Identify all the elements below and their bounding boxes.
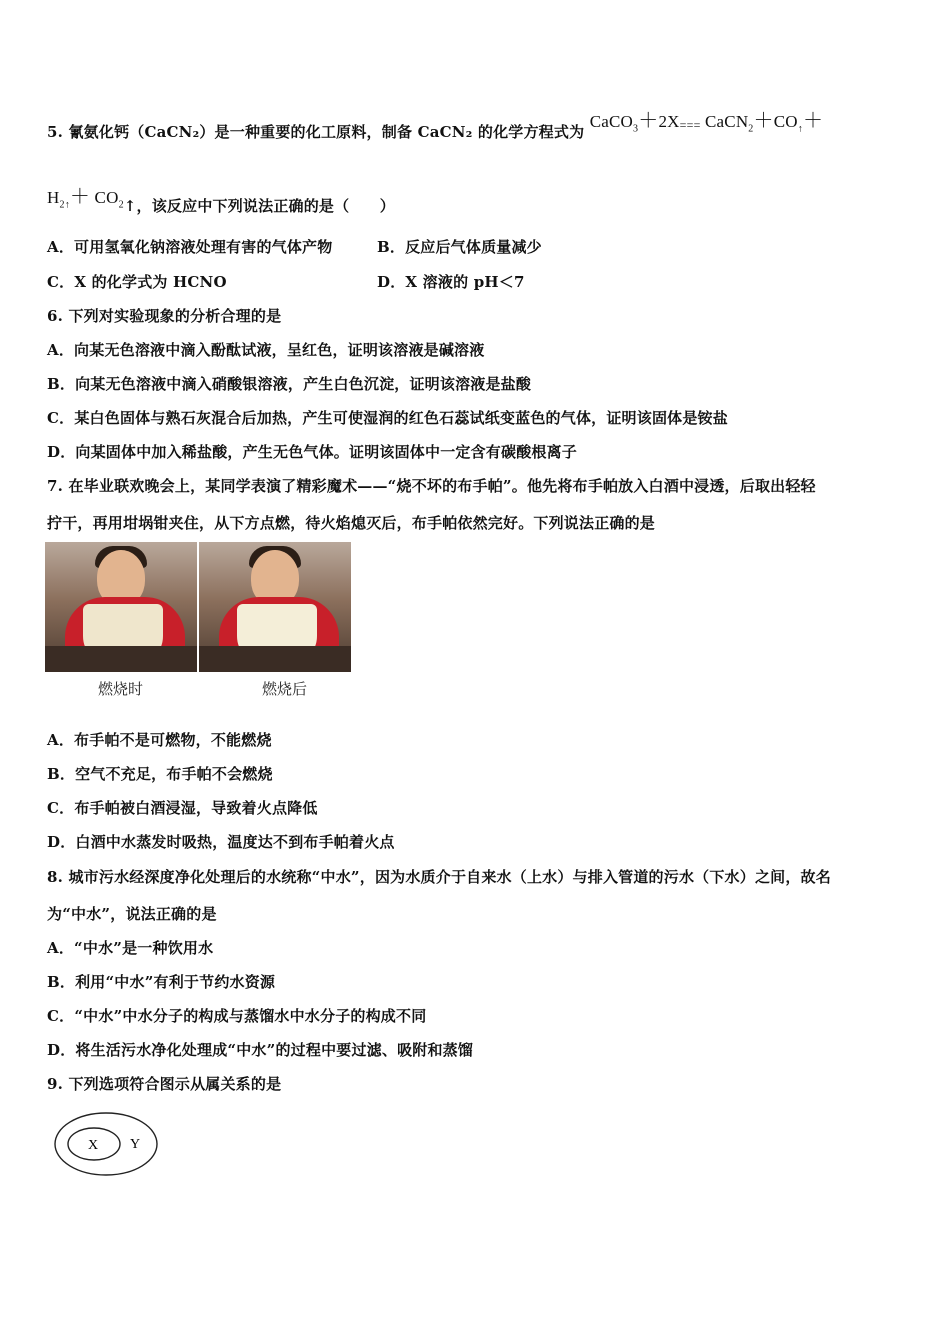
q8-option-c: C．“中水”中水分子的构成与蒸馏水中水分子的构成不同 [47, 1007, 427, 1025]
q8-stem-line2: 为“中水”，说法正确的是 [47, 905, 217, 923]
q8-option-a: A．“中水”是一种饮用水 [47, 939, 214, 957]
q7-option-a: A．布手帕不是可燃物，不能燃烧 [47, 731, 272, 749]
q5-stem-line2: $H_{2↑}+$ $CO_2↑$，该反应中下列说法正确的是（ ） [47, 186, 395, 215]
q5-option-c: C．X 的化学式为 HCNO [47, 273, 227, 291]
q9-venn-diagram [52, 1110, 164, 1178]
q5-option-d: D．X 溶液的 pH＜7 [377, 273, 525, 291]
q6-option-a: A．向某无色溶液中滴入酚酞试液，呈红色，证明该溶液是碱溶液 [47, 341, 485, 359]
label-x: X [88, 1138, 99, 1153]
q7-option-d: D．白酒中水蒸发时吸热，温度达不到布手帕着火点 [47, 833, 395, 851]
q6-option-d: D．向某固体中加入稀盐酸，产生无色气体。证明该固体中一定含有碳酸根离子 [47, 443, 578, 461]
q8-stem-line1: 8. 城市污水经深度净化处理后的水统称“中水”，因为水质介于自来水（上水）与排入管道的污水（下水）之间，故名 [47, 868, 831, 886]
outer-ellipse-y [55, 1113, 157, 1175]
q7-stem-line1: 7. 在毕业联欢晚会上，某同学表演了精彩魔术——“烧不坏的布手帕”。他先将布手帕放入白酒中浸透，后取出轻轻 [47, 477, 816, 495]
q7-option-b: B．空气不充足，布手帕不会燃烧 [47, 765, 273, 783]
q9-stem: 9. 下列选项符合图示从属关系的是 [47, 1075, 282, 1093]
q6-stem: 6. 下列对实验现象的分析合理的是 [47, 307, 282, 325]
q5-option-b: B．反应后气体质量减少 [377, 238, 542, 256]
q6-option-b: B．向某无色溶液中滴入硝酸银溶液，产生白色沉淀，证明该溶液是盐酸 [47, 375, 532, 393]
q7-stem-line2: 拧干，再用坩埚钳夹住，从下方点燃，待火焰熄灭后，布手帕依然完好。下列说法正确的是 [47, 514, 656, 532]
q5-option-a: A．可用氢氧化钠溶液处理有害的气体产物 [47, 238, 333, 256]
q8-option-b: B．利用“中水”有利于节约水资源 [47, 973, 276, 991]
q5-equation: CaCO$_3$＋2X=== $CaCN_2+CO_↑+$ [589, 110, 824, 135]
caption-burning: 燃烧时 [98, 680, 144, 698]
q7-photos [45, 542, 363, 672]
q5-stem-line1: 5. 氰氨化钙（CaCN₂）是一种重要的化工原料，制备 CaCN₂ 的化学方程式为 CaCO$_3$＋2X=== $CaCN_2+CO_↑+$ [47, 110, 824, 141]
q8-option-d: D．将生活污水净化处理成“中水”的过程中要过滤、吸附和蒸馏 [47, 1041, 474, 1059]
q7-option-c: C．布手帕被白酒浸湿，导致着火点降低 [47, 799, 318, 817]
label-y: Y [130, 1137, 141, 1152]
photo-after-burning [199, 542, 351, 672]
photo-burning [45, 542, 197, 672]
q5-equation-cont: $H_{2↑}+ CO_2$ [47, 186, 124, 211]
caption-after-burning: 燃烧后 [262, 680, 308, 698]
q6-option-c: C．某白色固体与熟石灰混合后加热，产生可使湿润的红色石蕊试纸变蓝色的气体，证明该固体是铵盐 [47, 409, 728, 427]
